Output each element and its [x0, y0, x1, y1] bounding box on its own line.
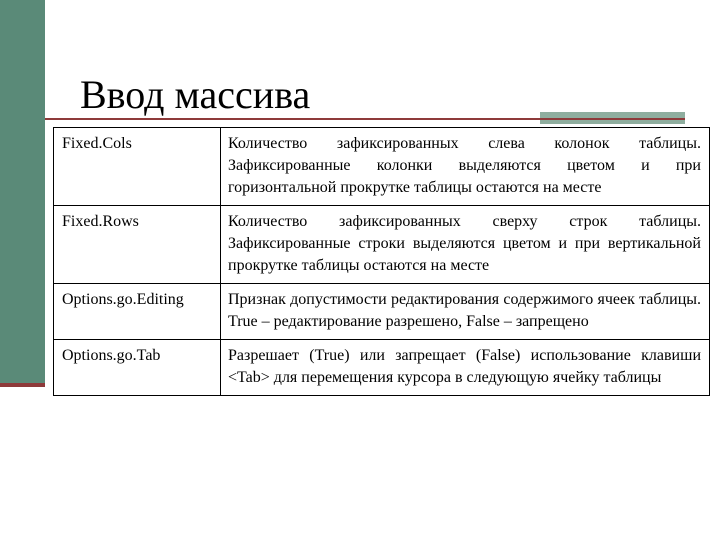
property-description: Количество зафиксированных сверху строк таблицы. Зафиксированные строки выделяются цветом и при вертикальной прокрутке таблицы остаются на месте	[221, 206, 710, 284]
table-row	[54, 284, 710, 340]
table-row	[54, 206, 710, 284]
side-decoration-bar-edge	[0, 383, 45, 387]
slide-title: Ввод массива	[80, 71, 311, 117]
property-name: Options.go.Editing	[54, 284, 221, 340]
side-decoration-bar	[0, 0, 45, 383]
property-name: Fixed.Cols	[54, 128, 221, 206]
property-description: Признак допустимости редактирования содержимого ячеек таблицы. True – редактирование разрешено, False – запрещено	[221, 284, 710, 340]
property-description: Разрешает (True) или запрещает (False) использование клавиши <Tab> для перемещения курсора в следующую ячейку таблицы	[221, 340, 710, 396]
property-name: Options.go.Tab	[54, 340, 221, 396]
properties-table	[53, 127, 710, 396]
property-description: Количество зафиксированных слева колонок таблицы. Зафиксированные колонки выделяются цветом и при горизонтальной прокрутке таблицы остаются на месте	[221, 128, 710, 206]
table-row	[54, 128, 710, 206]
accent-underline	[540, 118, 685, 120]
table-row	[54, 340, 710, 396]
property-name: Fixed.Rows	[54, 206, 221, 284]
